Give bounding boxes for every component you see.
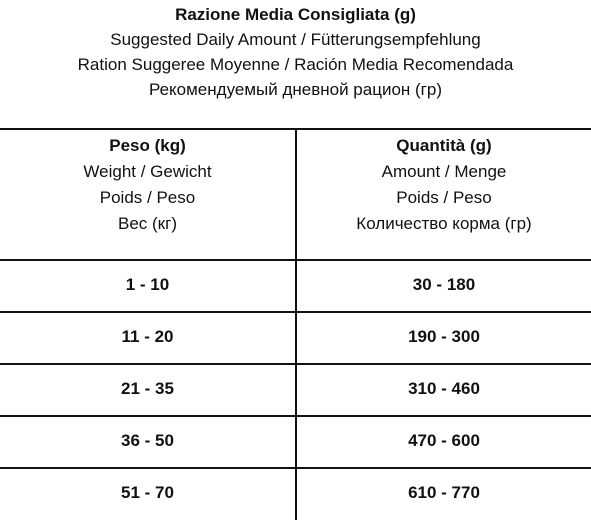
- amount-cell: 470 - 600: [408, 431, 480, 450]
- header-weight-line: Вес (кг): [118, 214, 177, 233]
- header-weight-title: Peso (kg): [109, 136, 186, 155]
- header-amount-line: Poids / Peso: [396, 188, 492, 207]
- subtitle-russian: Рекомендуемый дневной рацион (гр): [148, 80, 442, 99]
- weight-cell: 1 - 10: [125, 275, 170, 294]
- table-row: [0, 416, 591, 466]
- weight-cell: 51 - 70: [121, 483, 174, 502]
- header-weight: [0, 133, 295, 237]
- weight-cell: 21 - 35: [121, 379, 174, 398]
- weight-cell: 11 - 20: [121, 327, 174, 346]
- header-amount-line: Amount / Menge: [381, 162, 507, 181]
- header-weight-line: Poids / Peso: [99, 188, 196, 207]
- table-row: [0, 468, 591, 518]
- feeding-table: [0, 128, 591, 520]
- header-amount-line: Количество корма (гр): [356, 214, 532, 233]
- weight-cell: 36 - 50: [121, 431, 174, 450]
- table-row: [0, 260, 591, 310]
- header-amount: [297, 133, 591, 237]
- subtitle-english-german: Suggested Daily Amount / Fütterungsempfehlung: [110, 30, 481, 49]
- document-title: Razione Media Consigliata (g): [175, 5, 416, 24]
- table-row: [0, 364, 591, 414]
- table-row: [0, 312, 591, 362]
- amount-cell: 610 - 770: [408, 483, 480, 502]
- amount-cell: 30 - 180: [412, 275, 476, 294]
- subtitle-french-spanish: Ration Suggeree Moyenne / Ración Media Recomendada: [77, 55, 514, 74]
- header-weight-line: Weight / Gewicht: [83, 162, 212, 181]
- amount-cell: 310 - 460: [408, 379, 480, 398]
- header-amount-title: Quantità (g): [396, 136, 492, 155]
- amount-cell: 190 - 300: [408, 327, 480, 346]
